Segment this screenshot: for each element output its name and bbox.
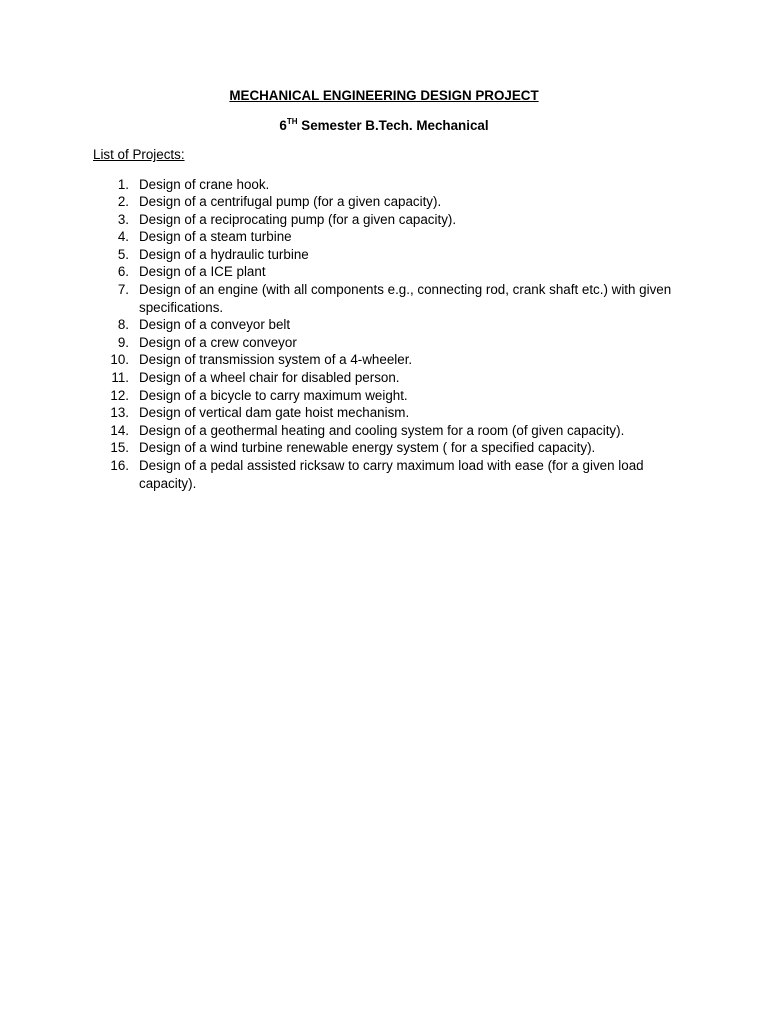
list-item (0, 422, 679, 440)
list-item-number: 10. (110, 352, 129, 368)
list-item-text: Design of a reciprocating pump (for a given capacity). (139, 211, 457, 227)
list-item (0, 404, 679, 422)
list-item-number: 16. (110, 458, 129, 473)
list-item-text: Design of a centrifugal pump (for a given capacity). (139, 194, 442, 210)
document-subtitle (0, 117, 768, 134)
list-item (0, 193, 679, 211)
list-item-number: 13. (110, 405, 129, 421)
list-heading: List of Projects: (93, 147, 185, 162)
list-item-number: 2. (117, 194, 129, 210)
subtitle-number: 6 (279, 118, 287, 133)
list-item (0, 316, 679, 334)
list-item-text: Design of a ICE plant (139, 264, 266, 280)
list-item-number: 14. (110, 422, 129, 438)
list-item (0, 281, 679, 316)
list-item-text: Design of a conveyor belt (139, 317, 291, 333)
list-item (0, 439, 679, 457)
list-item (0, 228, 679, 246)
list-item-text: Design of a crew conveyor (139, 334, 297, 350)
list-item (0, 457, 679, 492)
list-item-text: Design of a pedal assisted ricksaw to carry maximum load with ease (for a given load capacity). (139, 458, 644, 491)
document-title: MECHANICAL ENGINEERING DESIGN PROJECT (229, 88, 539, 103)
list-item (0, 176, 679, 194)
list-item-number: 15. (110, 440, 129, 456)
list-item-number: 6. (117, 264, 129, 280)
list-item-text: Design of a geothermal heating and cooling system for a room (of given capacity). (139, 422, 625, 438)
list-item (0, 387, 679, 405)
list-item-number: 9. (117, 334, 129, 350)
list-item-number: 7. (117, 282, 129, 298)
list-item-number: 1. (117, 176, 129, 192)
list-item-text: Design of a bicycle to carry maximum weight. (139, 387, 408, 403)
list-item-number: 3. (117, 211, 129, 227)
list-item-number: 11. (111, 370, 129, 386)
list-item-number: 8. (117, 317, 129, 333)
list-item-text: Design of crane hook. (139, 176, 270, 192)
project-list (0, 176, 768, 493)
subtitle-superscript: TH (286, 116, 298, 126)
list-item (0, 246, 679, 264)
list-item-text: Design of a wheel chair for disabled person. (139, 370, 400, 386)
list-item-number: 4. (117, 229, 129, 245)
list-item-text: Design of vertical dam gate hoist mechanism. (139, 405, 410, 421)
list-item-text: Design of a wind turbine renewable energy system ( for a specified capacity). (139, 440, 596, 456)
list-item (0, 351, 679, 369)
subtitle-rest: Semester B.Tech. Mechanical (297, 118, 489, 133)
list-item (0, 334, 679, 352)
list-item-text: Design of an engine (with all components e.g., connecting rod, crank shaft etc.) with given specifications. (139, 282, 672, 315)
list-item (0, 211, 679, 229)
list-item-number: 5. (117, 246, 129, 262)
list-item-text: Design of transmission system of a 4-wheeler. (139, 352, 413, 368)
list-item (0, 263, 679, 281)
list-item-number: 12. (110, 387, 129, 403)
list-item-text: Design of a hydraulic turbine (139, 246, 309, 262)
list-item (0, 369, 679, 387)
list-item-text: Design of a steam turbine (139, 229, 292, 245)
